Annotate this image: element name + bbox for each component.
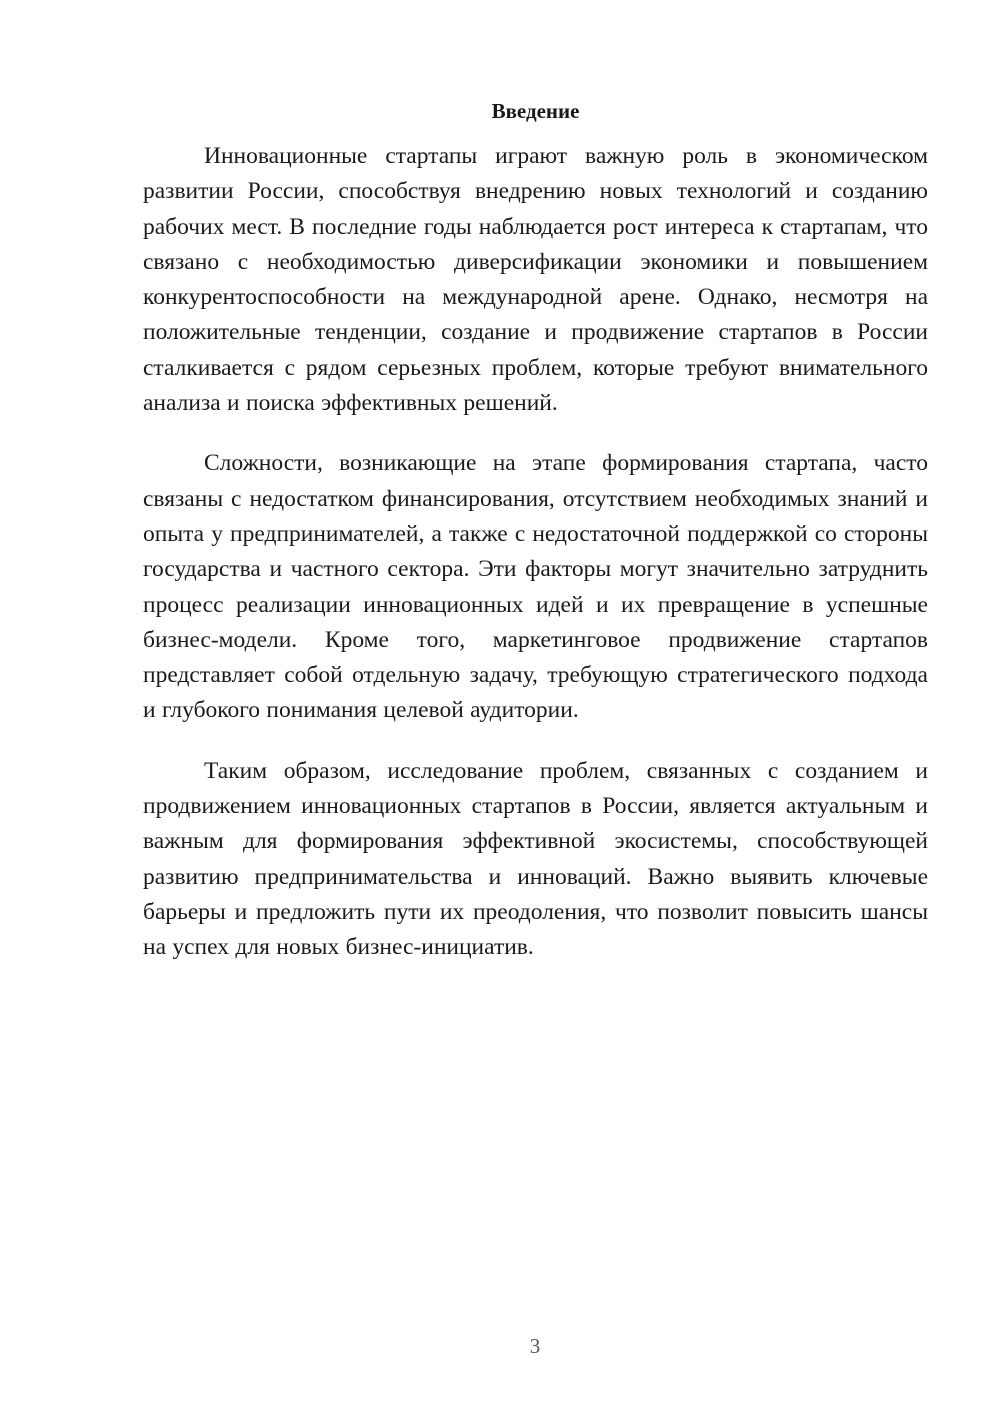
paragraph-2: Сложности, возникающие на этапе формирования стартапа, часто связаны с недостатком финансирования, отсутствием необходимых знаний и опыта у предпринимателей, а также с недостаточной поддержкой со стороны государства и частного сектора. Эти факторы могут значительно затруднить процесс реализации инновационных идей и их превращение в успешные бизнес-модели. Кроме того, маркетинговое продвижение стартапов представляет собой отдельную задачу, требующую стратегического подхода и глубокого понимания целевой аудитории. bbox=[143, 450, 928, 724]
page-number: 3 bbox=[529, 1334, 541, 1358]
section-title: Введение bbox=[491, 99, 580, 123]
page-body bbox=[143, 96, 928, 966]
paragraph-3: Таким образом, исследование проблем, связанных с созданием и продвижением инновационных стартапов в России, является актуальным и важным для формирования эффективной экосистемы, способствующей развитию предпринимательства и инноваций. Важно выявить ключевые барьеры и предложить пути их преодоления, что позволит повысить шансы на успех для новых бизнес-инициатив. bbox=[143, 757, 928, 961]
paragraph-1: Инновационные стартапы играют важную роль в экономическом развитии России, способствуя внедрению новых технологий и созданию рабочих мест. В последние годы наблюдается рост интереса к стартапам, что связано с необходимостью диверсификации экономики и повышением конкурентоспособности на международной арене. Однако, несмотря на положительные тенденции, создание и продвижение стартапов в России сталкивается с рядом серьезных проблем, которые требуют внимательного анализа и поиска эффективных решений. bbox=[143, 143, 928, 417]
